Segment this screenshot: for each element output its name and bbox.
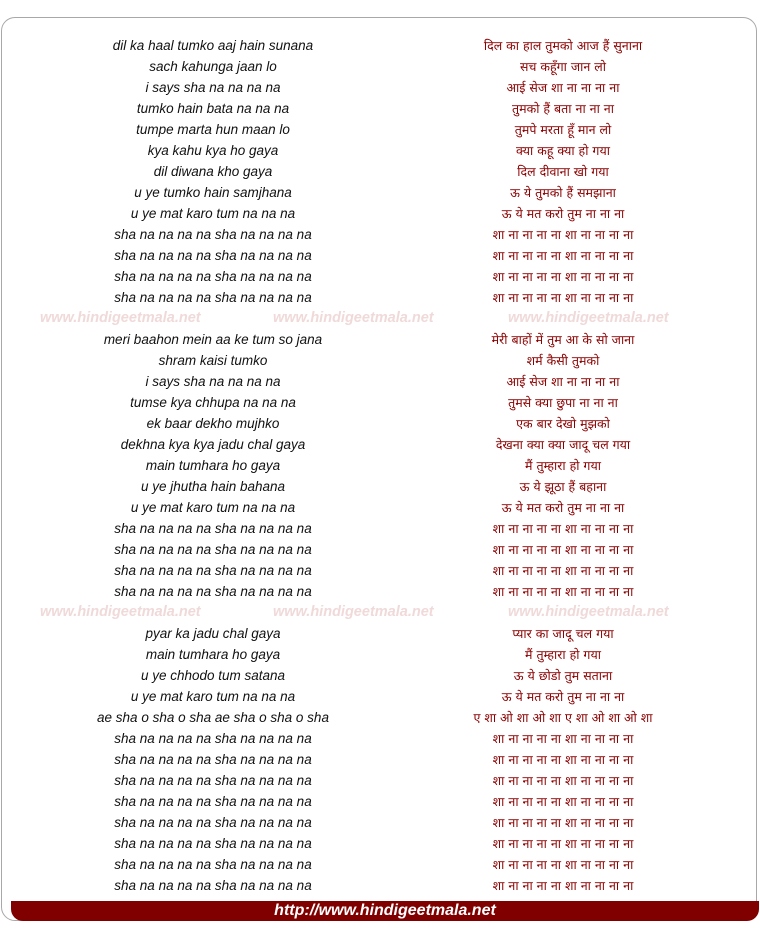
lyric-english: sha na na na na sha na na na na <box>114 269 312 284</box>
lyric-row <box>0 623 760 644</box>
lyric-english: u ye tumko hain samjhana <box>134 185 292 200</box>
lyric-english: sha na na na na sha na na na na <box>114 542 312 557</box>
lyric-hindi: शा ना ना ना ना शा ना ना ना ना <box>492 290 634 305</box>
lyric-row <box>0 539 760 560</box>
lyric-english: sha na na na na sha na na na na <box>114 563 312 578</box>
lyric-english: meri baahon mein aa ke tum so jana <box>103 332 323 347</box>
lyric-english: sha na na na na sha na na na na <box>114 521 312 536</box>
lyric-hindi: शा ना ना ना ना शा ना ना ना ना <box>492 878 634 893</box>
lyric-hindi: मैं तुम्हारा हो गया <box>525 458 601 473</box>
lyric-english: sha na na na na sha na na na na <box>114 773 312 788</box>
lyric-hindi: शा ना ना ना ना शा ना ना ना ना <box>492 731 634 746</box>
lyric-row <box>0 56 760 77</box>
lyric-english: u ye mat karo tum na na na <box>130 689 296 704</box>
lyric-hindi: शर्म कैसी तुमको <box>526 353 600 368</box>
lyric-english: sha na na na na sha na na na na <box>114 731 312 746</box>
lyric-english: kya kahu kya ho gaya <box>147 143 279 158</box>
footer-bar <box>11 901 759 921</box>
lyric-english: u ye chhodo tum satana <box>140 668 286 683</box>
lyric-hindi: शा ना ना ना ना शा ना ना ना ना <box>492 227 634 242</box>
lyric-hindi: शा ना ना ना ना शा ना ना ना ना <box>492 815 634 830</box>
lyric-english: tumse kya chhupa na na na <box>130 395 296 410</box>
lyric-row <box>0 707 760 728</box>
lyric-english: u ye jhutha hain bahana <box>140 479 286 494</box>
lyric-row <box>0 497 760 518</box>
lyric-hindi: एक बार देखो मुझको <box>516 416 610 431</box>
lyric-row <box>0 140 760 161</box>
lyric-english: sha na na na na sha na na na na <box>114 878 312 893</box>
lyric-hindi: प्यार का जादू चल गया <box>512 626 614 641</box>
lyric-english: sha na na na na sha na na na na <box>114 290 312 305</box>
lyric-hindi: शा ना ना ना ना शा ना ना ना ना <box>492 563 634 578</box>
watermark-text: www.hindigeetmala.net <box>40 604 201 620</box>
lyric-hindi: ए शा ओ शा ओ शा ए शा ओ शा ओ शा <box>473 710 653 725</box>
lyric-hindi: सच कहूँगा जान लो <box>520 59 606 74</box>
lyric-row <box>0 203 760 224</box>
lyric-hindi: ऊ ये झूठा हैं बहाना <box>519 479 607 494</box>
lyric-hindi: मैं तुम्हारा हो गया <box>525 647 601 662</box>
lyric-english: dil ka haal tumko aaj hain sunana <box>112 38 314 53</box>
lyric-english: sha na na na na sha na na na na <box>114 857 312 872</box>
lyric-row <box>0 413 760 434</box>
lyric-row <box>0 224 760 245</box>
lyric-hindi: ऊ ये मत करो तुम ना ना ना <box>501 689 625 704</box>
lyric-row <box>0 35 760 56</box>
lyric-row <box>0 245 760 266</box>
lyric-hindi: ऊ ये छोडो तुम सताना <box>513 668 613 683</box>
lyric-hindi: शा ना ना ना ना शा ना ना ना ना <box>492 584 634 599</box>
lyric-hindi: आई सेज शा ना ना ना ना <box>506 80 620 95</box>
lyric-english: u ye mat karo tum na na na <box>130 206 296 221</box>
lyric-row <box>0 329 760 350</box>
lyric-hindi: दिल दीवाना खो गया <box>517 164 609 179</box>
lyric-hindi: देखना क्या क्या जादू चल गया <box>495 437 631 452</box>
lyric-english: dil diwana kho gaya <box>153 164 273 179</box>
watermark-text: www.hindigeetmala.net <box>508 604 669 620</box>
lyric-english: sha na na na na sha na na na na <box>114 836 312 851</box>
lyric-hindi: आई सेज शा ना ना ना ना <box>506 374 620 389</box>
lyric-row <box>0 182 760 203</box>
lyric-row <box>0 812 760 833</box>
lyric-english: ek baar dekho mujhko <box>146 416 280 431</box>
lyric-row <box>0 287 760 308</box>
lyric-hindi: शा ना ना ना ना शा ना ना ना ना <box>492 542 634 557</box>
lyric-english: sha na na na na sha na na na na <box>114 584 312 599</box>
watermark-row <box>0 602 760 623</box>
lyric-row <box>0 77 760 98</box>
lyric-english: sha na na na na sha na na na na <box>114 794 312 809</box>
lyric-row <box>0 749 760 770</box>
lyric-hindi: ऊ ये तुमको हैं समझाना <box>510 185 616 200</box>
lyric-row <box>0 854 760 875</box>
lyric-hindi: शा ना ना ना ना शा ना ना ना ना <box>492 773 634 788</box>
lyric-row <box>0 455 760 476</box>
lyric-row <box>0 392 760 413</box>
lyric-hindi: तुमसे क्या छुपा ना ना ना <box>508 395 618 410</box>
lyric-english: sach kahunga jaan lo <box>149 59 277 74</box>
lyric-english: i says sha na na na na <box>145 374 281 389</box>
lyric-english: main tumhara ho gaya <box>145 458 281 473</box>
lyric-hindi: ऊ ये मत करो तुम ना ना ना <box>501 500 625 515</box>
lyric-english: sha na na na na sha na na na na <box>114 248 312 263</box>
lyric-hindi: शा ना ना ना ना शा ना ना ना ना <box>492 752 634 767</box>
lyric-hindi: शा ना ना ना ना शा ना ना ना ना <box>492 836 634 851</box>
lyric-row <box>0 518 760 539</box>
watermark-text: www.hindigeetmala.net <box>40 310 201 326</box>
lyric-english: dekhna kya kya jadu chal gaya <box>120 437 306 452</box>
watermark-row <box>0 308 760 329</box>
lyric-english: ae sha o sha o sha ae sha o sha o sha <box>97 710 329 725</box>
lyric-hindi: दिल का हाल तुमको आज हैं सुनाना <box>483 38 643 53</box>
lyric-row <box>0 98 760 119</box>
lyric-hindi: शा ना ना ना ना शा ना ना ना ना <box>492 857 634 872</box>
lyric-english: sha na na na na sha na na na na <box>114 815 312 830</box>
lyric-row <box>0 728 760 749</box>
watermark-text: www.hindigeetmala.net <box>508 310 669 326</box>
lyric-row <box>0 161 760 182</box>
lyric-hindi: क्या कहू क्या हो गया <box>516 143 610 158</box>
lyric-hindi: शा ना ना ना ना शा ना ना ना ना <box>492 248 634 263</box>
lyric-hindi: शा ना ना ना ना शा ना ना ना ना <box>492 269 634 284</box>
lyric-english: tumpe marta hun maan lo <box>136 122 290 137</box>
lyric-english: u ye mat karo tum na na na <box>130 500 296 515</box>
watermark-text: www.hindigeetmala.net <box>273 310 434 326</box>
lyric-row <box>0 266 760 287</box>
lyric-hindi: तुमको हैं बता ना ना ना <box>512 101 614 116</box>
lyric-row <box>0 686 760 707</box>
lyric-row <box>0 560 760 581</box>
lyric-row <box>0 476 760 497</box>
lyric-row <box>0 875 760 896</box>
lyric-english: sha na na na na sha na na na na <box>114 227 312 242</box>
lyric-english: main tumhara ho gaya <box>145 647 281 662</box>
lyric-english: i says sha na na na na <box>145 80 281 95</box>
lyric-english: sha na na na na sha na na na na <box>114 752 312 767</box>
lyric-row <box>0 371 760 392</box>
lyric-english: tumko hain bata na na na <box>136 101 290 116</box>
watermark-text: www.hindigeetmala.net <box>273 604 434 620</box>
lyrics-body <box>0 35 760 896</box>
lyric-hindi: शा ना ना ना ना शा ना ना ना ना <box>492 794 634 809</box>
lyric-hindi: तुमपे मरता हूँ मान लो <box>514 122 612 137</box>
lyric-row <box>0 350 760 371</box>
lyric-row <box>0 434 760 455</box>
lyric-row <box>0 791 760 812</box>
lyric-row <box>0 833 760 854</box>
lyric-english: pyar ka jadu chal gaya <box>145 626 281 641</box>
footer-url[interactable]: http://www.hindigeetmala.net <box>274 902 496 919</box>
lyric-hindi: मेरी बाहों में तुम आ के सो जाना <box>491 332 635 347</box>
lyric-english: shram kaisi tumko <box>158 353 268 368</box>
lyric-hindi: ऊ ये मत करो तुम ना ना ना <box>501 206 625 221</box>
lyric-row <box>0 581 760 602</box>
lyric-row <box>0 644 760 665</box>
lyric-row <box>0 119 760 140</box>
lyric-row <box>0 665 760 686</box>
lyric-hindi: शा ना ना ना ना शा ना ना ना ना <box>492 521 634 536</box>
lyric-row <box>0 770 760 791</box>
